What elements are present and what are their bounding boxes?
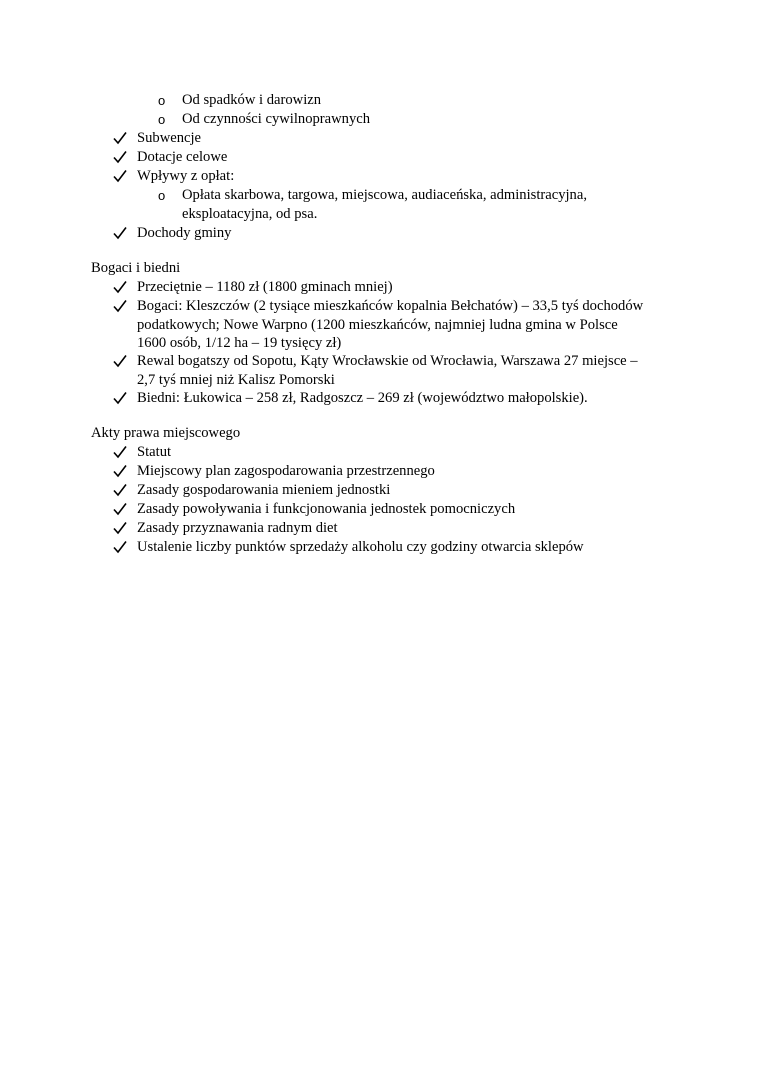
checkmark-icon <box>113 131 127 145</box>
list-item: Bogaci: Kleszczów (2 tysiące mieszkańców kopalnia Bełchatów) – 33,5 tyś dochodów <box>137 298 644 314</box>
list-item: Zasady powoływania i funkcjonowania jednostek pomocniczych <box>137 501 516 517</box>
list-subitem: Od czynności cywilnoprawnych <box>182 111 371 127</box>
list-item: Miejscowy plan zagospodarowania przestrzennego <box>137 463 435 479</box>
checkmark-icon <box>113 521 127 535</box>
checkmark-icon <box>113 445 127 459</box>
list-item: Statut <box>137 444 172 460</box>
checkmark-icon <box>113 354 127 368</box>
checkmark-icon <box>113 226 127 240</box>
checkmark-icon <box>113 540 127 554</box>
list-subitem-continuation: eksploatacyjna, od psa. <box>182 206 318 222</box>
checkmark-icon <box>113 483 127 497</box>
checkmark-icon <box>113 502 127 516</box>
list-item: Wpływy z opłat: <box>137 168 235 184</box>
list-item: Dochody gminy <box>137 225 232 241</box>
list-item: Rewal bogatszy od Sopotu, Kąty Wrocławskie od Wrocławia, Warszawa 27 miejsce – <box>137 353 638 369</box>
list-item: Ustalenie liczby punktów sprzedaży alkoholu czy godziny otwarcia sklepów <box>137 539 584 555</box>
checkmark-icon <box>113 169 127 183</box>
list-subitem: Opłata skarbowa, targowa, miejscowa, audiaceńska, administracyjna, <box>182 187 587 203</box>
list-item-continuation: 2,7 tyś mniej niż Kalisz Pomorski <box>137 372 335 388</box>
list-subitem: Od spadków i darowizn <box>182 92 322 108</box>
circle-bullet-icon: o <box>158 112 166 127</box>
list-item: Zasady gospodarowania mieniem jednostki <box>137 482 391 498</box>
list-item-continuation: 1600 osób, 1/12 ha – 19 tysięcy zł) <box>137 335 342 351</box>
checkmark-icon <box>113 464 127 478</box>
checkmark-icon <box>113 391 127 405</box>
list-item: Subwencje <box>137 130 202 146</box>
checkmark-icon <box>113 299 127 313</box>
checkmark-icon <box>113 280 127 294</box>
list-item: Dotacje celowe <box>137 149 228 165</box>
list-item-continuation: podatkowych; Nowe Warpno (1200 mieszkańców, najmniej ludna gmina w Polsce <box>137 317 618 333</box>
circle-bullet-icon: o <box>158 93 166 108</box>
section-heading-akty: Akty prawa miejscowego <box>91 425 241 441</box>
list-item: Zasady przyznawania radnym diet <box>137 520 338 536</box>
section-heading-bogaci: Bogaci i biedni <box>91 260 181 276</box>
list-item: Przeciętnie – 1180 zł (1800 gminach mniej) <box>137 279 393 295</box>
checkmark-icon <box>113 150 127 164</box>
list-item: Biedni: Łukowica – 258 zł, Radgoszcz – 269 zł (województwo małopolskie). <box>137 390 588 406</box>
circle-bullet-icon: o <box>158 188 166 203</box>
